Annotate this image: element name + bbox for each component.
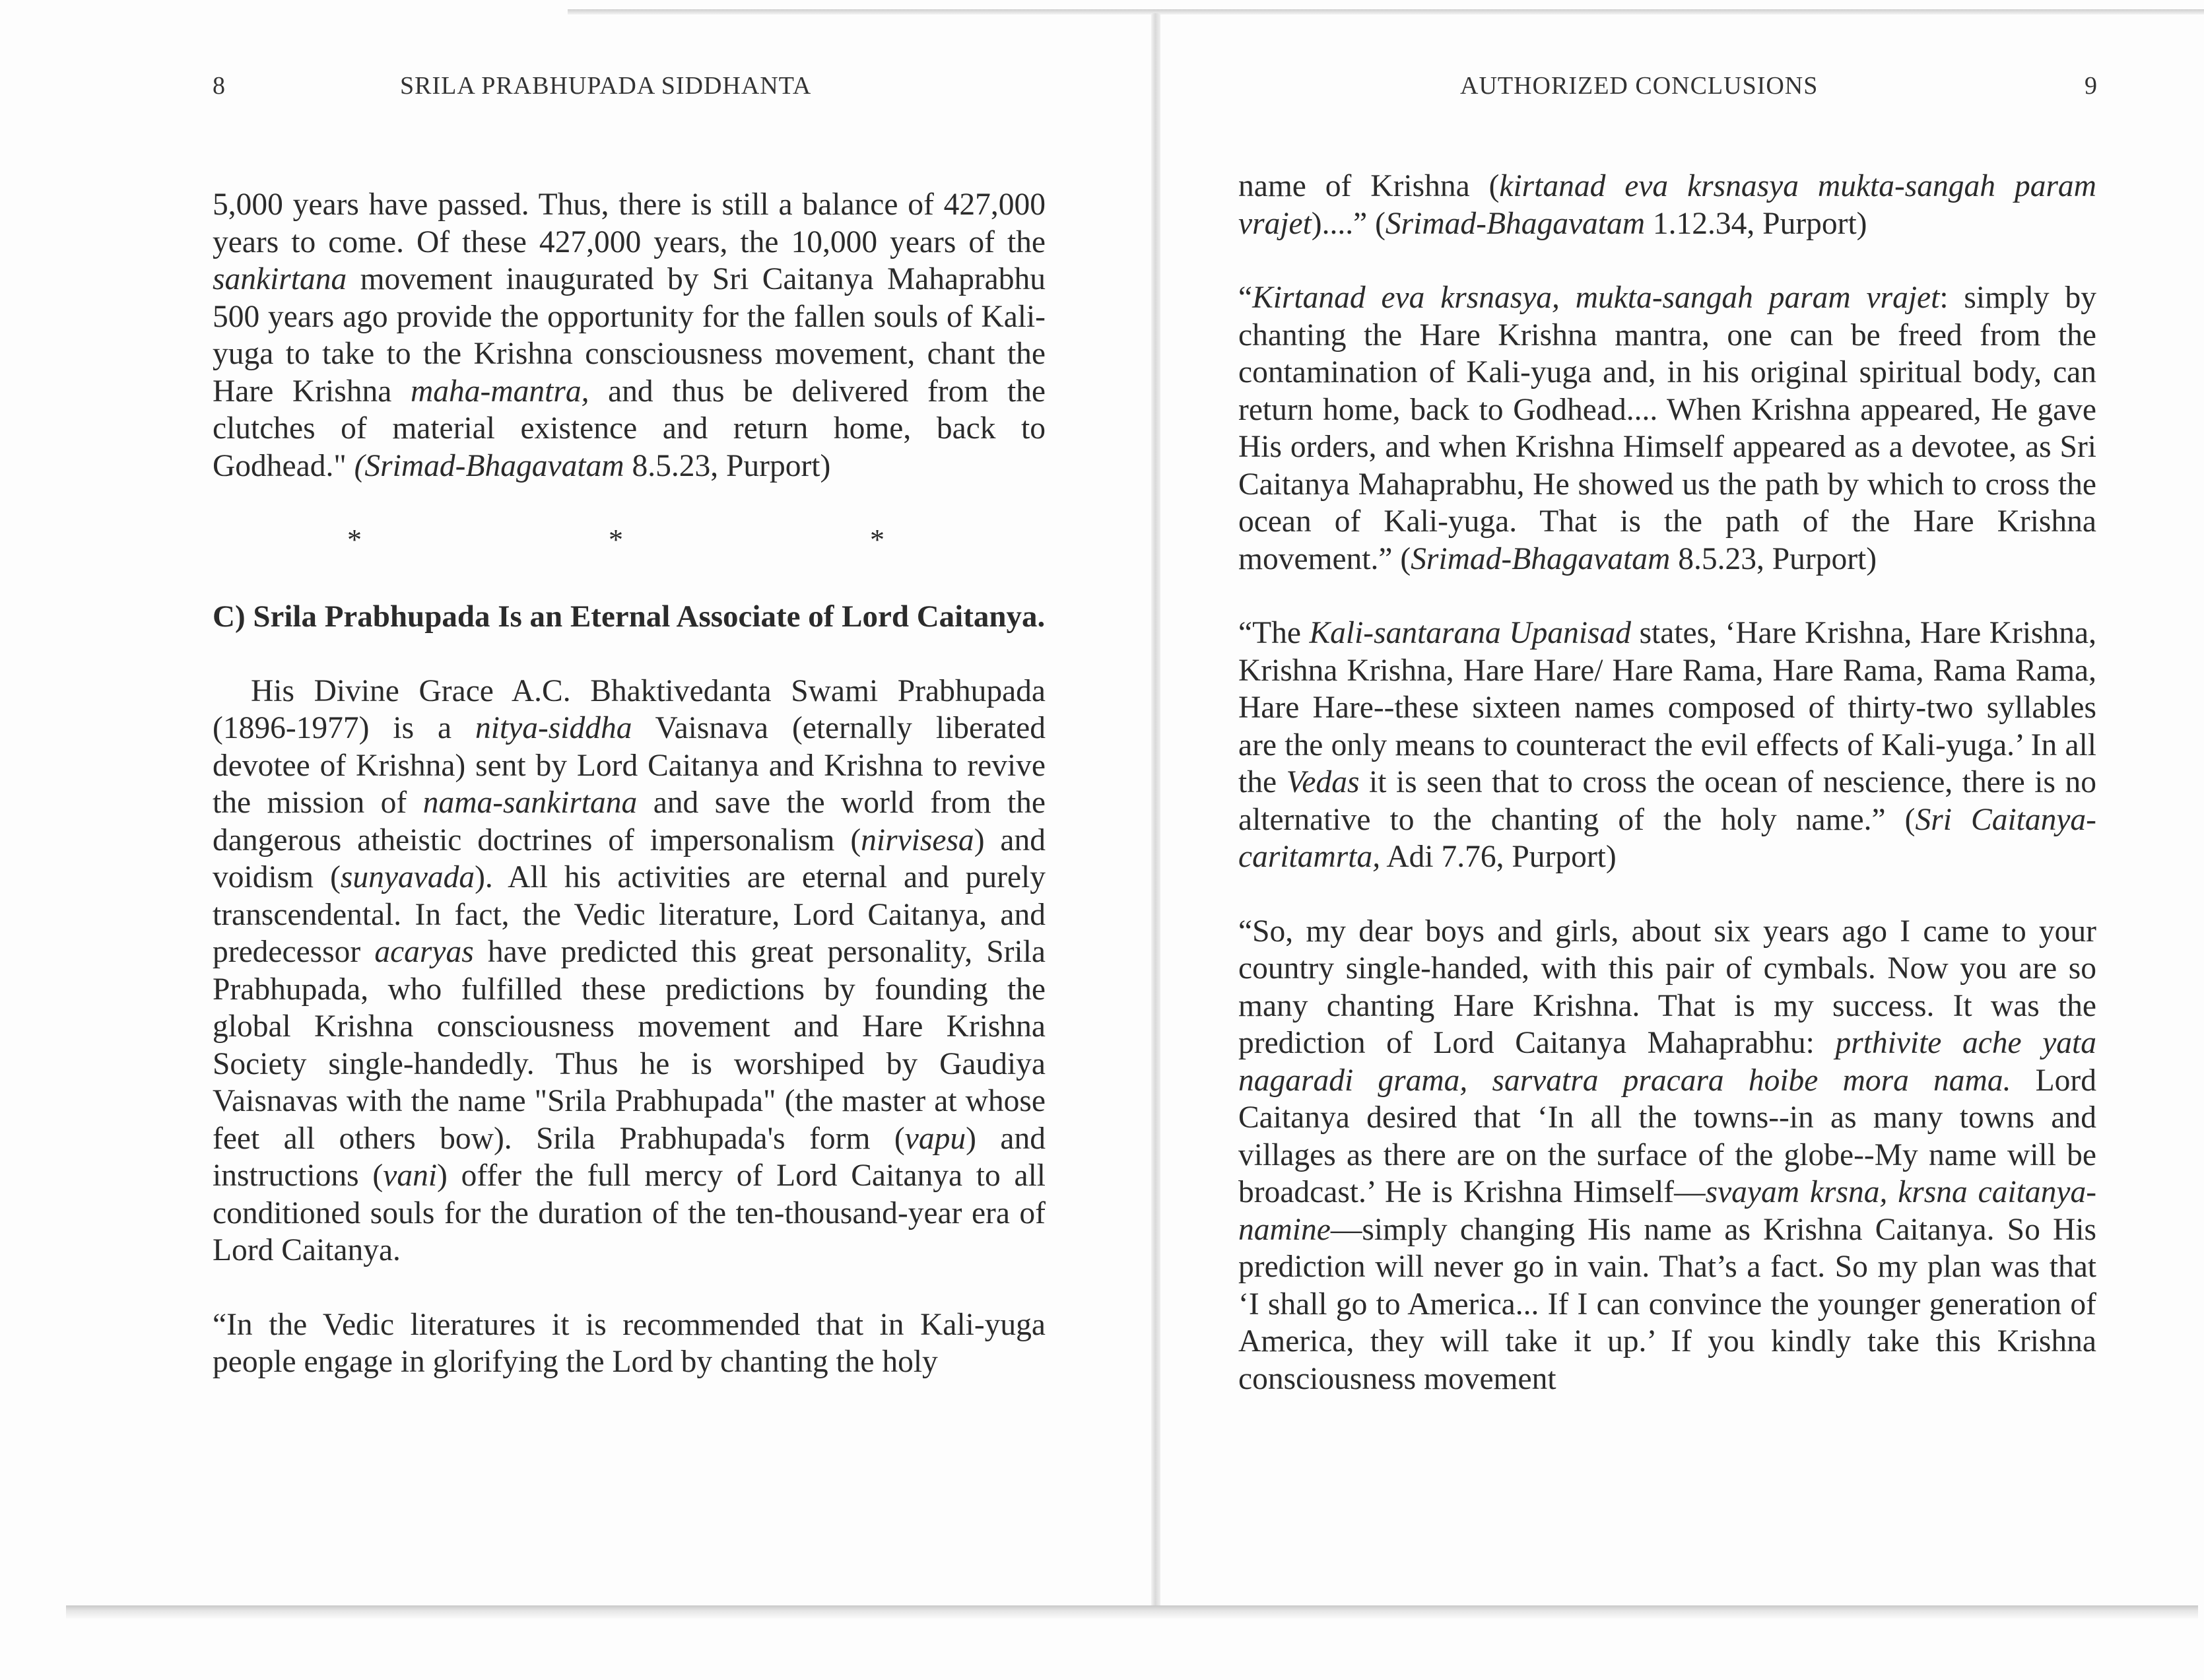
- right-page: [1160, 0, 2204, 1604]
- asterisk: *: [870, 523, 885, 556]
- book-gutter: [1151, 13, 1160, 1611]
- section-heading: C) Srila Prabhupada Is an Eternal Associate of Lord Caitanya.: [213, 599, 1046, 634]
- left-paragraph-3: “In the Vedic literatures it is recommended that in Kali-yuga people engage in glorifying the Lord by chanting the holy: [213, 1307, 1046, 1379]
- left-page-body: [213, 186, 1046, 1418]
- right-paragraph-1: name of Krishna (kirtanad eva krsnasya mukta-sangah param vrajet)....” (Srimad-Bhagavatam 1.12.34, Purport): [1238, 169, 2096, 241]
- page-bottom-edge: [66, 1605, 2198, 1619]
- section-break-asterisks: [213, 521, 1046, 561]
- left-paragraph-1: 5,000 years have passed. Thus, there is still a balance of 427,000 years to come. Of these 427,000 years, the 10,000 years of the sankirtana movement inaugurated by Sri Caitanya Mahaprabhu 500 years ago provide the opportunity for the fallen souls of Kali-yuga to take to the Krishna consciousness movement, chant the Hare Krishna maha-mantra, and thus be delivered from the clutches of material existence and return home, back to Godhead." (Srimad-Bhagavatam 8.5.23, Purport): [213, 187, 1046, 483]
- asterisk: *: [347, 523, 362, 556]
- page-number-left: 8: [213, 72, 225, 100]
- running-head-right: AUTHORIZED CONCLUSIONS: [1460, 72, 1819, 100]
- left-page: [0, 0, 1151, 1604]
- right-page-body: [1238, 168, 2096, 1434]
- running-head-left: SRILA PRABHUPADA SIDDHANTA: [400, 72, 812, 100]
- right-paragraph-4: “So, my dear boys and girls, about six years ago I came to your country single-handed, with this pair of cymbals. Now you are so many chanting Hare Krishna. That is my success. It was the prediction of Lord Caitanya Mahaprabhu: prthivite ache yata nagaradi grama, sarvatra pracara hoibe mora nama. Lord Caitanya desired that ‘In all the towns--in as many towns and villages as there are on the surface of the globe--My name will be broadcast.’ He is Krishna Himself—svayam krsna, krsna caitanya-namine—simply changing His name as Krishna Caitanya. So His prediction will never go in vain. That’s a fact. So my plan was that ‘I shall go to America... If I can convince the younger generation of America, they will take it up.’ If you kindly take this Krishna consciousness movement: [1238, 914, 2097, 1396]
- asterisk: *: [609, 523, 623, 556]
- page-number-right: 9: [2085, 72, 2097, 100]
- right-paragraph-3: “The Kali-santarana Upanisad states, ‘Hare Krishna, Hare Krishna, Krishna Krishna, Hare Hare/ Hare Rama, Hare Rama, Rama Rama, Hare Hare--these sixteen names composed of thirty-two syllables are the only means to counteract the evil effects of Kali-yuga.’ In all the Vedas it is seen that to cross the ocean of nescience, there is no alternative to the chanting of the holy name.” (Sri Caitanya-caritamrta, Adi 7.76, Purport): [1238, 616, 2097, 874]
- left-paragraph-2: His Divine Grace A.C. Bhaktivedanta Swami Prabhupada (1896-1977) is a nitya-siddha Vaisnava (eternally liberated devotee of Krishna) sent by Lord Caitanya and Krishna to revive the mission of nama-sankirtana and save the world from the dangerous atheistic doctrines of impersonalism (nirvisesa) and voidism (sunyavada). All his activities are eternal and purely transcendental. In fact, the Vedic literature, Lord Caitanya, and predecessor acaryas have predicted this great personality, Srila Prabhupada, who fulfilled these predictions by founding the global Krishna consciousness movement and Hare Krishna Society single-handedly. Thus he is worshiped by Gaudiya Vaisnavas with the name "Srila Prabhupada" (the master at whose feet all others bow). Srila Prabhupada's form (vapu) and instructions (vani) offer the full mercy of Lord Caitanya to all conditioned souls for the duration of the ten-thousand-year era of Lord Caitanya.: [213, 673, 1046, 1267]
- right-paragraph-2: “Kirtanad eva krsnasya, mukta-sangah param vrajet: simply by chanting the Hare Krishna mantra, one can be freed from the contamination of Kali-yuga and, in his original spiritual body, can return home, back to Godhead.... When Krishna appeared, He gave His orders, and when Krishna Himself appeared as a devotee, as Sri Caitanya Mahaprabhu, He showed us the path by which to cross the ocean of Kali-yuga. That is the path of the Hare Krishna movement.” (Srimad-Bhagavatam 8.5.23, Purport): [1238, 281, 2096, 576]
